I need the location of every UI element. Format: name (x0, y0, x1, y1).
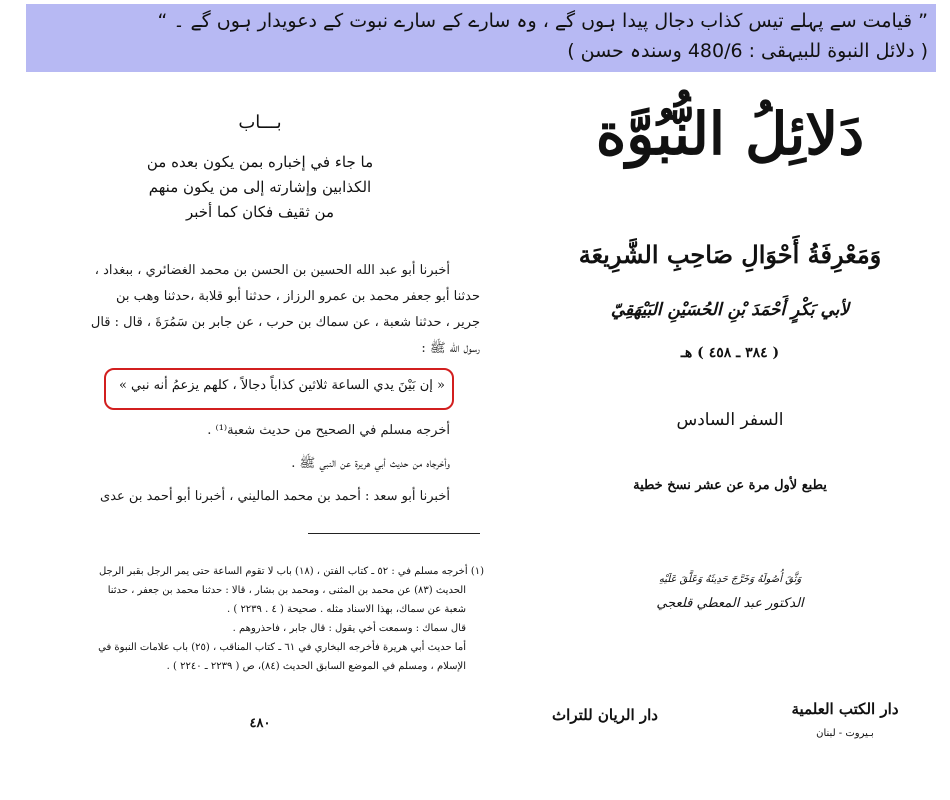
isnad-text (20, 258, 480, 362)
chapter-title-line: الكذابين وإشارته إلى من يكون منهم (148, 178, 372, 196)
isnad-line: رسول الله ﷺ : (421, 341, 480, 356)
footnote-line: أما حديث أبي هريرة فأخرجه البخاري في ٦١ ـ كتاب المناقب ، (٢٥) باب علامات النبوة في (98, 642, 466, 653)
publisher-logo-ilmiyya: دار الكتب العلمية (791, 700, 899, 718)
footnote-line: قال سماك : وسمعت أخي يقول : قال جابر ، فاحذروهم . (232, 623, 466, 634)
hadith-quote: « إن بَيْنَ يدي الساعة ثلاثين كذاباً دجالاً ، كلهم يزعمُ أنه نبي » (118, 378, 445, 393)
book-title: دَلائِلُ النُّبُوَّة (595, 100, 865, 168)
editor-credit: وَثَّقَ أُصُولَهُ وَخَرَّجَ حَدِيثَهُ وَعَلَّقَ عَلَيْهِ (658, 574, 802, 585)
isnad-line: جرير ، حدثنا شعبة ، عن سماك بن حرب ، عن جابر بن سَمُرَةَ ، قال : قال (90, 315, 480, 330)
footnotes (54, 562, 484, 676)
after-quote-line: أخرجه مسلم في الصحيح من حديث شعبة⁽¹⁾ . (207, 423, 450, 438)
banner-line-1: ” قیامت سے پہلے تیس کذاب دجال پیدا ہوں گے ، وہ سارے کے سارے نبوت کے دعویدار ہوں گے ۔ “ (157, 10, 928, 32)
after-quote-line: أخبرنا أبو سعد : أحمد بن محمد الماليني ، أخبرنا أبو أحمد بن عدى (100, 489, 450, 504)
book-subtitle: وَمَعْرِفَةُ أَحْوَالِ صَاحِبِ الشَّرِيعَة (578, 240, 882, 269)
author-name: لأبي بَكْرٍ أَحْمَدَ بْنِ الحُسَيْنِ البَيْهَقِيّ (610, 300, 850, 320)
footnote-line: (١) أخرجه مسلم في : ٥٢ ـ كتاب الفتن ، (١٨) باب لا تقوم الساعة حتى يمر الرجل بقبر الرجل (98, 566, 484, 577)
footnote-line: الحديث (٨٣) عن محمد بن المثنى ، ومحمد بن بشار ، قالا : حدثنا محمد بن جعفر ، حدثنا (107, 585, 466, 596)
edition-note: يطبع لأول مرة عن عشر نسخ خطية (633, 478, 827, 493)
banner-line-2: ( دلائل النبوة للبیہقی : 480/6 وسندہ حسن ) (567, 40, 928, 62)
footnote-line: شعبة عن سماك، بهذا الاسناد مثله . صحيحة ( ٤ . ٢٢٣٩ ) . (227, 604, 466, 615)
chapter-title-line: من ثقيف فكان كما أخبر (185, 203, 334, 221)
urdu-banner (26, 4, 936, 72)
publisher-city: بـيروت - لبنان (816, 728, 874, 739)
footnote-line: الإسلام ، ومسلم في الموضع السابق الحديث (٨٤)، ص ( ٢٢٣٩ ـ ٢٢٤٠ ) . (166, 661, 466, 672)
volume-label: السفر السادس (676, 410, 784, 430)
after-quote-text (20, 414, 480, 513)
editor-name: الدكتور عبد المعطي قلعجي (656, 596, 804, 611)
publisher-logo-rayyan: دار الريان للتراث (552, 706, 658, 724)
author-dates: ( ٣٨٤ ـ ٤٥٨ ) هـ (680, 345, 780, 361)
isnad-line: أخبرنا أبو عبد الله الحسين بن الحسن بن محمد الغضائري ، ببغداد ، (94, 263, 450, 278)
chapter-title (140, 150, 380, 225)
chapter-heading: بـــاب (238, 112, 282, 133)
isnad-line: حدثنا أبو جعفر محمد بن عمرو الرزاز ، حدثنا أبو قلابة ،حدثنا وهب بن (116, 289, 480, 304)
page-number: ٤٨٠ (249, 716, 271, 731)
footnote-rule (308, 533, 480, 534)
chapter-title-line: ما جاء في إخباره بمن يكون بعده من (146, 153, 374, 171)
after-quote-line: وأخرجاه من حديث أبي هريرة عن النبي ﷺ . (291, 456, 450, 471)
